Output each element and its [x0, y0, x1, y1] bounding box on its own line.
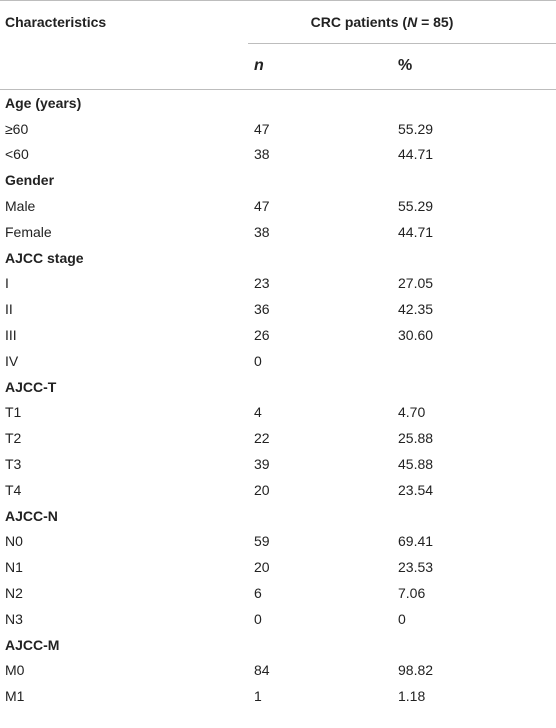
empty-cell	[392, 374, 556, 400]
table-header	[0, 1, 556, 90]
count-cell: 20	[254, 481, 270, 498]
row-label: III	[5, 327, 17, 344]
section-header-row	[0, 374, 556, 400]
count-cell: 39	[254, 456, 270, 473]
row-label: I	[5, 275, 9, 292]
empty-cell	[392, 632, 556, 658]
count-cell: 20	[254, 559, 270, 576]
row-label: Male	[5, 198, 36, 215]
table-row	[0, 193, 556, 219]
header-row-2	[0, 43, 556, 90]
table-row	[0, 296, 556, 322]
percent-cell: 27.05	[398, 275, 434, 292]
section-header-row	[0, 90, 556, 116]
percent-cell	[392, 348, 556, 374]
section-header-row	[0, 167, 556, 193]
table-row	[0, 658, 556, 684]
percent-cell: 69.41	[398, 533, 434, 550]
percent-column-header: %	[392, 43, 556, 90]
count-cell: 36	[254, 301, 270, 318]
section-header-row	[0, 245, 556, 271]
percent-cell: 7.06	[398, 585, 426, 602]
count-cell: 0	[254, 352, 262, 369]
table-row	[0, 606, 556, 632]
group-header-prefix: CRC patients (	[310, 14, 408, 30]
percent-cell: 30.60	[398, 327, 434, 344]
table-row	[0, 116, 556, 142]
table-row	[0, 142, 556, 168]
row-label: T2	[5, 430, 22, 447]
row-label: T4	[5, 481, 22, 498]
percent-cell: 44.71	[398, 223, 434, 240]
empty-cell	[248, 503, 392, 529]
percent-cell: 98.82	[398, 662, 434, 679]
percent-cell: 23.54	[398, 481, 434, 498]
count-cell: 47	[254, 198, 270, 215]
row-label: N1	[5, 559, 23, 576]
table-row	[0, 580, 556, 606]
empty-cell	[392, 503, 556, 529]
n-column-header: n	[248, 43, 392, 90]
table-row	[0, 554, 556, 580]
percent-cell: 45.88	[398, 456, 434, 473]
section-title: AJCC stage	[5, 249, 84, 266]
section-title: Age (years)	[5, 94, 82, 111]
count-cell: 22	[254, 430, 270, 447]
table-row	[0, 271, 556, 297]
count-cell: 38	[254, 146, 270, 163]
empty-cell	[248, 632, 392, 658]
percent-cell: 1.18	[398, 688, 426, 705]
count-cell: 47	[254, 120, 270, 137]
header-blank-cell	[0, 43, 248, 90]
count-cell: 59	[254, 533, 270, 550]
count-cell: 1	[254, 688, 262, 705]
percent-cell: 55.29	[398, 198, 434, 215]
section-header-row	[0, 632, 556, 658]
row-label: T1	[5, 404, 22, 421]
row-label: M1	[5, 688, 25, 705]
table-row	[0, 400, 556, 426]
table-row	[0, 425, 556, 451]
characteristics-header: Characteristics	[0, 1, 248, 44]
count-cell: 23	[254, 275, 270, 292]
group-header	[248, 1, 556, 44]
table-row	[0, 683, 556, 709]
count-cell: 0	[254, 610, 262, 627]
count-cell: 6	[254, 585, 262, 602]
percent-cell: 25.88	[398, 430, 434, 447]
table-row	[0, 322, 556, 348]
row-label: II	[5, 301, 13, 318]
table-body	[0, 90, 556, 710]
row-label: ≥60	[5, 120, 29, 137]
row-label: T3	[5, 456, 22, 473]
section-title: AJCC-M	[5, 636, 60, 653]
table-row	[0, 529, 556, 555]
empty-cell	[392, 167, 556, 193]
group-header-N: N	[407, 14, 418, 30]
percent-cell: 4.70	[398, 404, 426, 421]
table-row	[0, 477, 556, 503]
empty-cell	[248, 245, 392, 271]
group-header-suffix: = 85)	[417, 14, 454, 30]
row-label: N3	[5, 610, 23, 627]
count-cell: 26	[254, 327, 270, 344]
table-row	[0, 451, 556, 477]
count-cell: 38	[254, 223, 270, 240]
section-title: AJCC-T	[5, 378, 57, 395]
section-title: AJCC-N	[5, 507, 58, 524]
empty-cell	[248, 167, 392, 193]
empty-cell	[248, 374, 392, 400]
row-label: Female	[5, 223, 52, 240]
percent-cell: 44.71	[398, 146, 434, 163]
percent-cell: 55.29	[398, 120, 434, 137]
row-label: N2	[5, 585, 23, 602]
section-title: Gender	[5, 172, 55, 189]
header-row-1	[0, 1, 556, 44]
count-cell: 84	[254, 662, 270, 679]
row-label: IV	[5, 352, 19, 369]
row-label: N0	[5, 533, 23, 550]
percent-cell: 42.35	[398, 301, 434, 318]
table-row	[0, 219, 556, 245]
section-header-row	[0, 503, 556, 529]
percent-cell: 0	[398, 610, 406, 627]
empty-cell	[392, 90, 556, 116]
percent-cell: 23.53	[398, 559, 434, 576]
count-cell: 4	[254, 404, 262, 421]
table-row	[0, 348, 556, 374]
empty-cell	[392, 245, 556, 271]
row-label: M0	[5, 662, 25, 679]
empty-cell	[248, 90, 392, 116]
group-header-divider	[248, 43, 556, 44]
row-label: <60	[5, 146, 29, 163]
